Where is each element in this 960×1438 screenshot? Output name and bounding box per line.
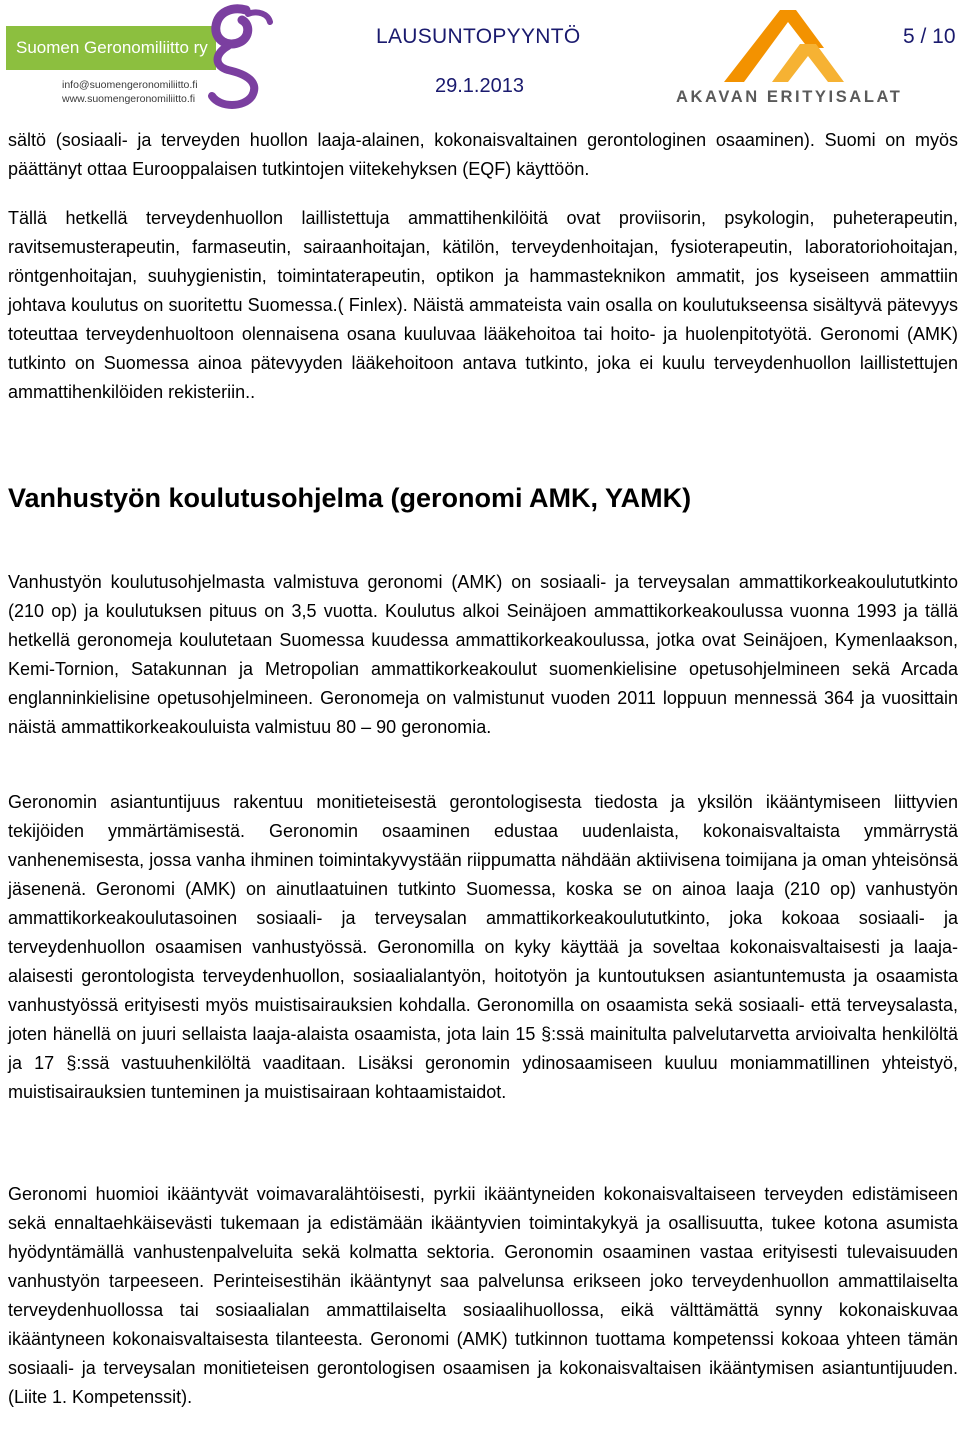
geronomiliitto-logo xyxy=(6,4,276,108)
org-website: www.suomengeronomiliitto.fi xyxy=(62,93,196,105)
logo-contact-info xyxy=(62,78,198,106)
akava-chevron-icon xyxy=(672,4,902,86)
paragraph-licensed-professionals: Tällä hetkellä terveydenhuollon laillistettuja ammattihenkilöitä ovat proviisorin, psykologin, puheterapeutin, ravitsemusterapeutin, farmaseutin, sairaanhoitajan, kätilön, terveydenhoitajan, fysioterapeutin, laboratoriohoitajan, röntgenhoitajan, suuhygienistin, toimintaterapeutin, optikon ja hammasteknikon ammatit, jos kyseiseen ammattiin johtava koulutus on suoritettu Suomessa.( Finlex). Näistä ammateista vain osalla on koulutukseensa sisältyvä pätevyys toteuttaa terveydenhuoltoon olennaisena osana kuuluvaa lääkehoitoa tai hoito- ja huolenpitotyötä. Geronomi (AMK) tutkinto on Suomessa ainoa pätevyyden lääkehoitoon antava tutkinto, joka ei kuulu terveydenhuollon laillistettujen ammattihenkilöiden rekisteriin.. xyxy=(8,208,958,402)
paragraph-geronomist-expertise: Geronomin asiantuntijuus rakentuu monitieteisestä gerontologisesta tiedosta ja yksilön ikääntymiseen liittyvien tekijöiden ymmärtämisestä. Geronomin osaaminen edustaa uudenlaista, kokonaisvaltaista ymmärrystä vanhenemisesta, jossa vanha ihminen toimintakyvystään riippumatta nähdään aktiivisena toimijana ja oman yhteisönsä jäsenenä. Geronomi (AMK) on ainutlaatuinen tutkinto Suomessa, koska se on ainoa laaja (210 op) vanhustyön ammattikorkeakoulutasoinen sosiaali- ja terveysalan ammattikorkeakoulututkinto, joka kokoaa sosiaali- ja terveydenhuollon osaamisen vanhustyössä. Geronomilla on kyky käyttää ja soveltaa kokonaisvaltaisesti ja laaja-alaisesti gerontologista terveydenhuollon, sosiaalialantyön, hoitotyön ja kuntoutuksen asiantuntemusta ja osaamista vanhustyössä erityisesti myös muistisairauksien kohdalla. Geronomilla on osaamista sekä sosiaali- että terveysalasta, joten hänellä on juuri sellaista laaja-alaista osaamista, jota lain 15 §:ssä mainitulta palvelutarvetta arvioivalta henkilöltä ja 17 §:ssä vastuuhenkilöltä vaaditaan. Lisäksi geronomin ydinosaamiseen kuuluu moniammatillinen yhteistyö, muistisairauksien tunteminen ja muistisairaan kohtaamistaidot. xyxy=(8,792,958,1102)
page-header xyxy=(0,0,960,115)
org-email: info@suomengeronomiliitto.fi xyxy=(62,79,198,91)
paragraph-geronomist-approach: Geronomi huomioi ikääntyvät voimavaralähtöisesti, pyrkii ikääntyneiden kokonaisvaltaiseen terveyden edistämiseen sekä ennaltaehkäisevästi tukemaan ja edistämään ikääntyvien toimintakykyä ja osallisuutta, tukee kotona asumista hyödyntämällä vanhustenpalveluita sekä kolmatta sektoria. Geronomin osaaminen vastaa erityisesti tulevaisuuden vanhustyön tarpeeseen. Perinteisestihän ikääntynyt saa palvelunsa erikseen joko terveydenhuollon ammattilaiselta terveydenhuollossa tai sosiaalialan ammattilaiselta sosiaalihuollossa, eikä välttämättä synny kokonaiskuvaa ikääntyneen kokonaisvaltaisesta tilanteesta. Geronomi (AMK) tutkinnon tuottama kompetenssi kokoaa yhteen tämän sosiaali- ja terveysalan monitieteisen gerontologisen osaamisen ja kokonaisvaltaisen ikääntymisen asiantuntijuuden. (Liite 1. Kompetenssit). xyxy=(8,1184,958,1407)
page-number: 5 / 10 xyxy=(903,25,956,48)
g-letter-icon xyxy=(184,4,276,112)
akava-erityisalat-logo xyxy=(672,4,902,108)
document-date: 29.1.2013 xyxy=(435,75,524,97)
logo-org-name: Suomen Geronomiliitto ry xyxy=(6,26,216,70)
akava-logo-text: AKAVAN ERITYISALAT xyxy=(676,88,903,106)
document-type: LAUSUNTOPYYNTÖ xyxy=(376,25,581,48)
paragraph-degree-programme: Vanhustyön koulutusohjelmasta valmistuva geronomi (AMK) on sosiaali- ja terveysalan ammattikorkeakoulututkinto (210 op) ja koulutuksen pituus on 3,5 vuotta. Koulutus alkoi Seinäjoen ammattikorkeakoulussa vuonna 1993 ja tällä hetkellä geronomeja koulutetaan Suomessa kuudessa ammattikorkeakoulussa, jotka ovat Seinäjoen, Kymenlaakson, Kemi-Tornion, Satakunnan ja Metropolian ammattikorkeakoulut suomenkielisine opetusohjelmineen sekä Arcada englanninkielisine opetusohjelmineen. Geronomeja on valmistunut vuoden 2011 loppuun mennessä 364 ja vuosittain näistä ammattikorkeakouluista valmistuu 80 – 90 geronomia. xyxy=(8,572,958,737)
section-heading: Vanhustyön koulutusohjelma (geronomi AMK, YAMK) xyxy=(8,483,692,513)
paragraph-eqf: sältö (sosiaali- ja terveyden huollon laaja-alainen, kokonaisvaltainen gerontologinen osaaminen). Suomi on myös päättänyt ottaa Eurooppalaisen tutkintojen viitekehyksen (EQF) käyttöön. xyxy=(8,130,958,179)
